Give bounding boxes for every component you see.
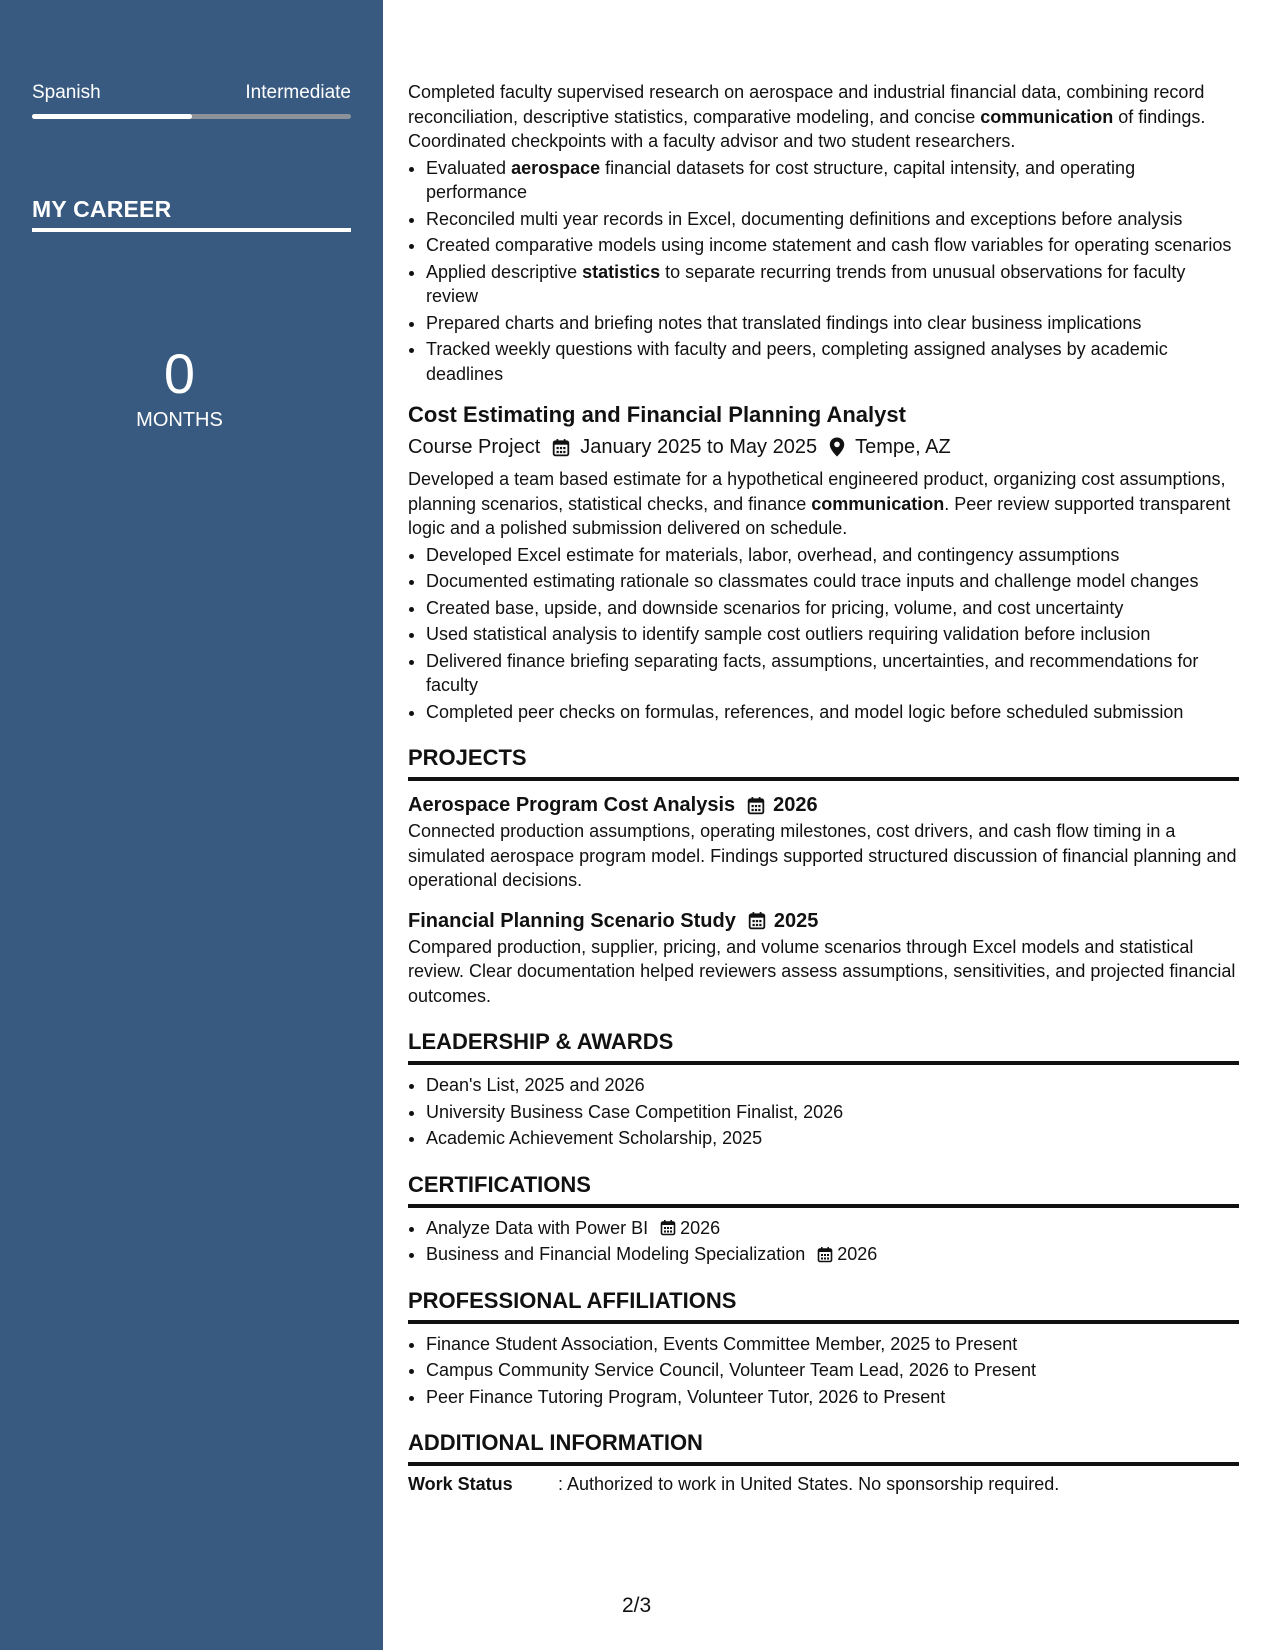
language-level: Intermediate	[245, 82, 351, 103]
calendar-icon	[748, 911, 766, 930]
experience-type: Course Project	[408, 436, 541, 458]
list-item: • Business and Financial Modeling Specialization 2026	[426, 1242, 1239, 1267]
project-title: Financial Planning Scenario Study 2025	[408, 907, 1239, 935]
list-item: • Finance Student Association, Events Committee Member, 2025 to Present	[426, 1332, 1239, 1357]
research-bullets	[408, 156, 1239, 387]
list-item: • Used statistical analysis to identify sample cost outliers requiring validation before inclusion	[426, 622, 1239, 647]
language-proficiency-fill	[32, 114, 192, 119]
additional-info-heading: ADDITIONAL INFORMATION	[408, 1429, 1239, 1466]
list-item: • Reconciled multi year records in Excel, documenting definitions and exceptions before analysis	[426, 207, 1239, 232]
location-pin-icon	[829, 437, 845, 457]
language-proficiency-bar	[32, 114, 351, 119]
list-item: • Analyze Data with Power BI 2026	[426, 1216, 1239, 1241]
language-name: Spanish	[32, 82, 101, 103]
project-year: 2026	[773, 794, 818, 816]
list-item: • Peer Finance Tutoring Program, Volunteer Tutor, 2026 to Present	[426, 1385, 1239, 1410]
research-description: Completed faculty supervised research on aerospace and industrial financial data, combining record reconciliation, descriptive statistics, comparative modeling, and concise communication of findings. Coordinated checkpoints with a faculty advisor and two student researchers.	[408, 82, 1206, 151]
project-description: Connected production assumptions, operating milestones, cost drivers, and cash flow timing in a simulated aerospace program model. Findings supported structured discussion of financial planning and operational decisions.	[408, 821, 1237, 890]
calendar-icon	[660, 1219, 676, 1236]
experience-dates: January 2025 to May 2025	[580, 436, 818, 458]
certifications-heading: CERTIFICATIONS	[408, 1171, 1239, 1208]
list-item: • Evaluated aerospace financial datasets for cost structure, capital intensity, and operating performance	[426, 156, 1239, 205]
list-item: • Academic Achievement Scholarship, 2025	[426, 1126, 1239, 1151]
experience-location: Tempe, AZ	[855, 436, 951, 458]
list-item: • Completed peer checks on formulas, references, and model logic before scheduled submission	[426, 700, 1239, 725]
career-duration-value: 0	[163, 342, 196, 405]
project-description: Compared production, supplier, pricing, and volume scenarios through Excel models and statistical review. Clear documentation helped reviewers assess assumptions, sensitivities, and projected financial outcomes.	[408, 936, 1236, 1006]
experience-title: Cost Estimating and Financial Planning Analyst	[408, 402, 906, 427]
list-item: • Delivered finance briefing separating facts, assumptions, uncertainties, and recommendations for faculty	[426, 649, 1239, 698]
experience-meta	[408, 433, 1239, 461]
career-heading: MY CAREER	[32, 196, 351, 232]
sidebar	[0, 0, 383, 1650]
page-number: 2/3	[622, 1594, 652, 1617]
list-item: • Documented estimating rationale so classmates could trace inputs and challenge model changes	[426, 569, 1239, 594]
list-item: • University Business Case Competition Finalist, 2026	[426, 1100, 1239, 1125]
work-status-value: : Authorized to work in United States. No sponsorship required.	[558, 1474, 1060, 1494]
experience-bullets	[408, 543, 1239, 725]
certifications-list	[408, 1216, 1239, 1267]
affiliations-heading: PROFESSIONAL AFFILIATIONS	[408, 1287, 1239, 1324]
project-year: 2025	[773, 909, 819, 932]
list-item: • Campus Community Service Council, Volunteer Team Lead, 2026 to Present	[426, 1358, 1239, 1383]
main-content	[408, 80, 1239, 1497]
list-item: • Created comparative models using income statement and cash flow variables for operating scenarios	[426, 233, 1239, 258]
calendar-icon	[552, 438, 570, 457]
list-item: • Created base, upside, and downside scenarios for pricing, volume, and cost uncertainty	[426, 596, 1239, 621]
projects-heading: PROJECTS	[408, 744, 1239, 781]
calendar-icon	[817, 1246, 833, 1263]
language-row	[32, 82, 351, 104]
awards-heading: LEADERSHIP & AWARDS	[408, 1028, 1239, 1065]
awards-list	[408, 1073, 1239, 1151]
list-item: • Dean's List, 2025 and 2026	[426, 1073, 1239, 1098]
career-duration-unit: MONTHS	[136, 409, 223, 431]
list-item: • Developed Excel estimate for materials, labor, overhead, and contingency assumptions	[426, 543, 1239, 568]
calendar-icon	[747, 796, 765, 815]
list-item: • Prepared charts and briefing notes that translated findings into clear business implications	[426, 311, 1239, 336]
work-status-row	[408, 1472, 1239, 1497]
list-item: • Applied descriptive statistics to separate recurring trends from unusual observations for faculty review	[426, 260, 1239, 309]
experience-description: Developed a team based estimate for a hypothetical engineered product, organizing cost assumptions, planning scenarios, statistical checks, and finance communication. Peer review supported transparent logic and a polished submission delivered on schedule.	[408, 469, 1231, 538]
list-item: • Tracked weekly questions with faculty and peers, completing assigned analyses by academic deadlines	[426, 337, 1239, 386]
project-title: Aerospace Program Cost Analysis 2026	[408, 791, 1239, 819]
affiliations-list	[408, 1332, 1239, 1410]
work-status-label: Work Status	[408, 1474, 513, 1494]
